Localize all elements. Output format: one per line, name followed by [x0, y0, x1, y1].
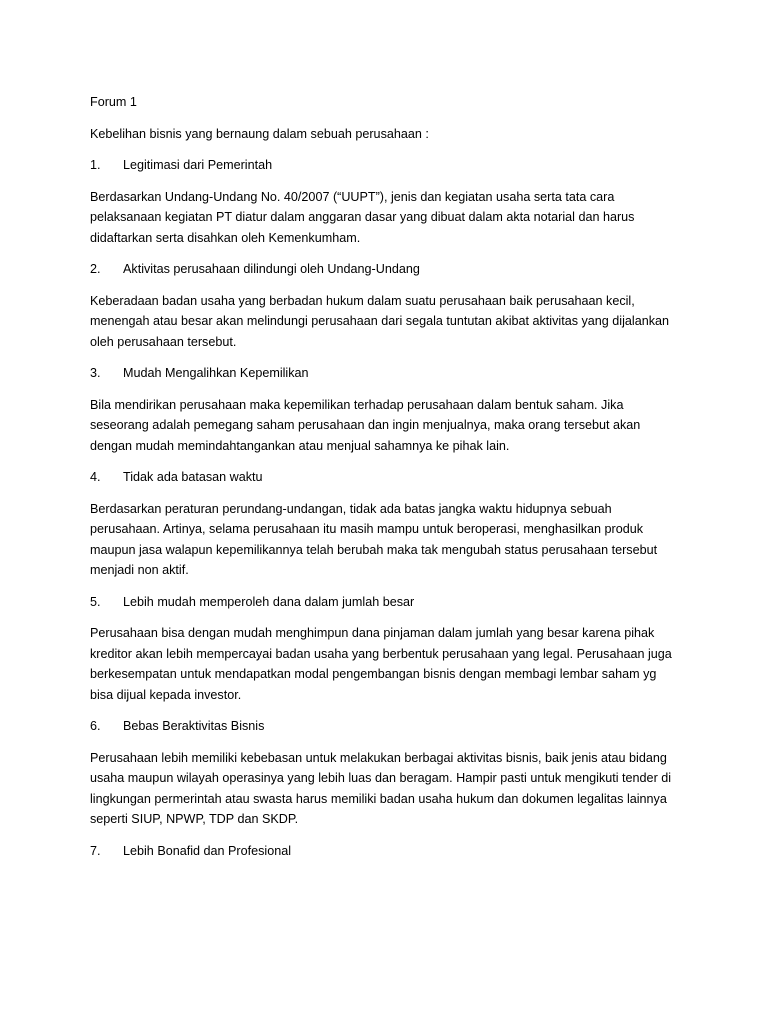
paragraph-line: seseorang adalah pemegang saham perusahaan dan ingin menjualnya, maka orang tersebut akan	[90, 418, 641, 432]
list-item	[90, 841, 690, 862]
spacer	[90, 352, 690, 363]
list-item-title: Lebih Bonafid dan Profesional	[123, 843, 292, 858]
section-paragraph	[90, 748, 690, 830]
paragraph-line: didaftarkan serta disahkan oleh Kemenkumham.	[90, 230, 361, 245]
list-item	[90, 155, 690, 176]
paragraph-line: pelaksanaan kegiatan PT diatur dalam anggaran dasar yang dibuat dalam akta notarial dan harus	[90, 210, 635, 224]
section-paragraph	[90, 187, 690, 249]
paragraph-line: oleh perusahaan tersebut.	[90, 334, 237, 349]
list-item	[90, 363, 690, 384]
paragraph-line: berkesempatan untuk mendapatkan modal pengembangan bisnis dengan membagi lembar saham yg	[90, 667, 657, 681]
section-paragraph	[90, 291, 690, 353]
list-item-number: 2.	[90, 262, 101, 276]
paragraph-line: kreditor akan lebih mempercayai badan usaha yang berbentuk perusahaan yang legal. Perusahaan juga	[90, 646, 672, 661]
paragraph-line: Berdasarkan Undang-Undang No. 40/2007 (“UUPT”), jenis dan kegiatan usaha serta tata cara	[90, 189, 615, 204]
paragraph-line: dengan mudah memindahtangankan atau menjual sahamnya ke pihak lain.	[90, 438, 510, 453]
list-item-title: Aktivitas perusahaan dilindungi oleh Undang-Undang	[123, 262, 420, 276]
sections-list	[90, 155, 690, 872]
spacer	[90, 861, 690, 872]
spacer	[90, 280, 690, 291]
list-item-number: 7.	[90, 843, 101, 858]
paragraph-line: Berdasarkan peraturan perundang-undangan, tidak ada batas jangka waktu hidupnya sebuah	[90, 501, 612, 516]
list-item-title: Legitimasi dari Pemerintah	[123, 158, 273, 172]
paragraph-line: perusahaan. Artinya, selama perusahaan itu masih mampu untuk beroperasi, menghasilkan produk	[90, 522, 644, 536]
spacer	[90, 705, 690, 716]
paragraph-line: maupun jasa walapun kepemilikannya telah berubah maka tak mengubah status perusahaan tersebut	[90, 542, 658, 557]
list-item-title: Mudah Mengalihkan Kepemilikan	[123, 366, 309, 380]
list-item	[90, 467, 690, 488]
list-item	[90, 592, 690, 613]
list-item	[90, 259, 690, 280]
document-page	[90, 92, 690, 872]
spacer	[90, 830, 690, 841]
spacer	[90, 113, 690, 124]
spacer	[90, 248, 690, 259]
list-item	[90, 716, 690, 737]
spacer	[90, 144, 690, 155]
paragraph-line: Bila mendirikan perusahaan maka kepemilikan terhadap perusahaan dalam bentuk saham. Jika	[90, 397, 624, 412]
paragraph-line: Perusahaan bisa dengan mudah menghimpun dana pinjaman dalam jumlah yang besar karena pihak	[90, 626, 655, 640]
spacer	[90, 176, 690, 187]
spacer	[90, 612, 690, 623]
paragraph-line: bisa dijual kepada investor.	[90, 687, 242, 702]
list-item-number: 4.	[90, 470, 101, 484]
paragraph-line: Keberadaan badan usaha yang berbadan hukum dalam suatu perusahaan baik perusahaan kecil,	[90, 293, 635, 308]
list-item-title: Lebih mudah memperoleh dana dalam jumlah besar	[123, 594, 415, 609]
list-item-number: 3.	[90, 366, 101, 380]
spacer	[90, 456, 690, 467]
section-paragraph	[90, 499, 690, 581]
paragraph-line: seperti SIUP, NPWP, TDP dan SKDP.	[90, 812, 299, 826]
spacer	[90, 384, 690, 395]
document-intro: Kebelihan bisnis yang bernaung dalam sebuah perusahaan :	[90, 126, 429, 141]
list-item-number: 6.	[90, 719, 101, 733]
list-item-number: 1.	[90, 158, 101, 172]
paragraph-line: Perusahaan lebih memiliki kebebasan untuk melakukan berbagai aktivitas bisnis, baik jenis atau bidang	[90, 750, 667, 765]
spacer	[90, 737, 690, 748]
list-item-title: Tidak ada batasan waktu	[123, 470, 263, 484]
spacer	[90, 488, 690, 499]
paragraph-line: usaha maupun wilayah operasinya yang lebih luas dan beragam. Hampir pasti untuk mengikuti tender di	[90, 771, 672, 785]
list-item-number: 5.	[90, 594, 101, 609]
list-item-title: Bebas Beraktivitas Bisnis	[123, 719, 265, 733]
section-paragraph	[90, 395, 690, 457]
section-paragraph	[90, 623, 690, 705]
paragraph-line: menengah atau besar akan melindungi perusahaan dari segala tuntutan akibat aktivitas yang dijalankan	[90, 314, 670, 328]
spacer	[90, 581, 690, 592]
paragraph-line: menjadi non aktif.	[90, 563, 189, 577]
paragraph-line: lingkungan permerintah atau swasta harus memiliki badan usaha hukum dan dokumen legalitas lainnya	[90, 791, 667, 806]
document-heading: Forum 1	[90, 95, 137, 109]
